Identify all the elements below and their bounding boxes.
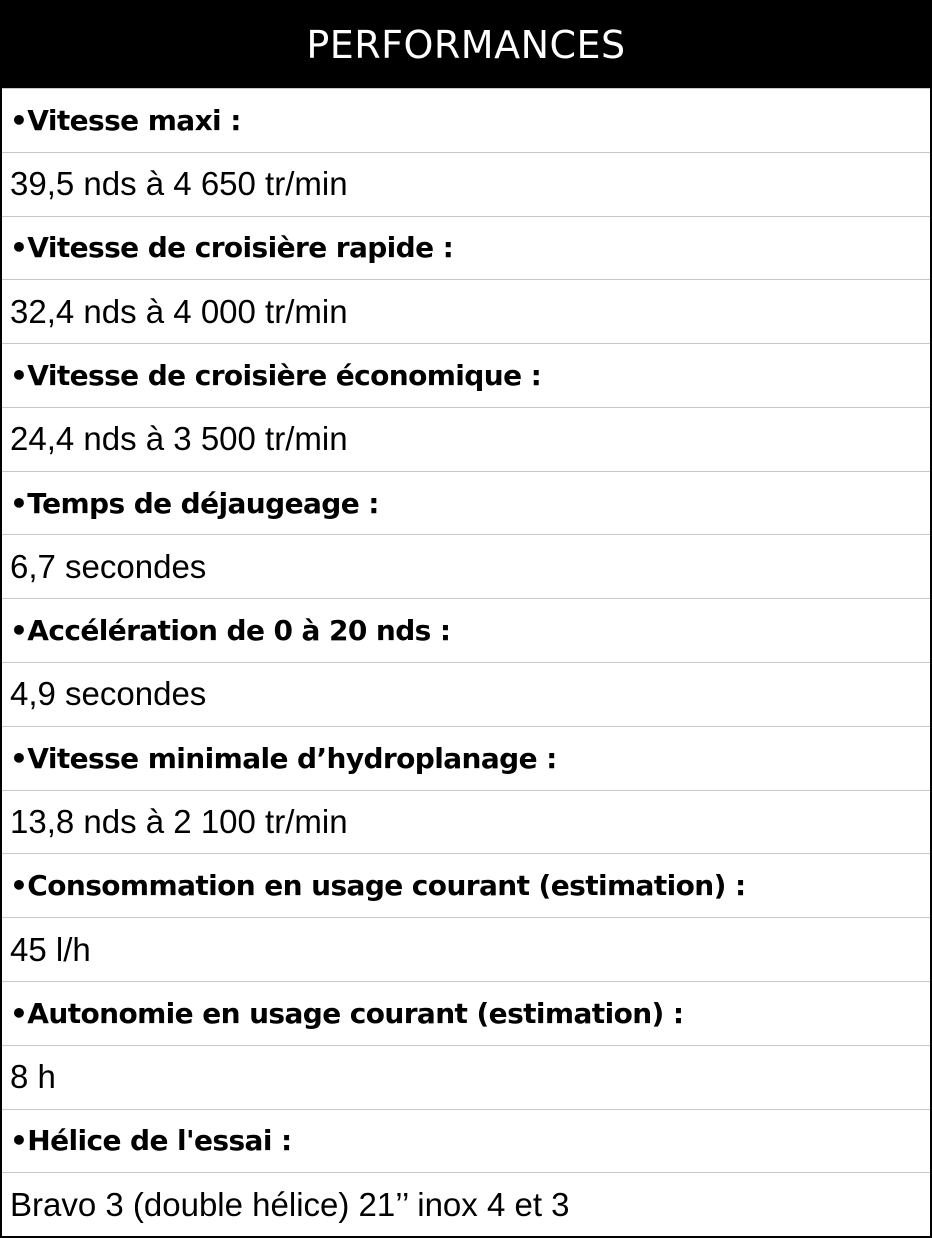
row-label-consumption: •Consommation en usage courant (estimation) : xyxy=(2,853,930,917)
row-label-acceleration: •Accélération de 0 à 20 nds : xyxy=(2,598,930,662)
row-value-range: 8 h xyxy=(2,1045,930,1109)
row-value-planing-time: 6,7 secondes xyxy=(2,534,930,598)
table-body xyxy=(2,88,930,1236)
row-value-consumption: 45 l/h xyxy=(2,917,930,981)
row-label-planing-time: •Temps de déjaugeage : xyxy=(2,471,930,535)
row-label-propeller: •Hélice de l'essai : xyxy=(2,1109,930,1173)
row-value-propeller: Bravo 3 (double hélice) 21’’ inox 4 et 3 xyxy=(2,1172,930,1236)
row-value-max-speed: 39,5 nds à 4 650 tr/min xyxy=(2,152,930,216)
row-value-fast-cruise: 32,4 nds à 4 000 tr/min xyxy=(2,279,930,343)
row-label-fast-cruise: •Vitesse de croisière rapide : xyxy=(2,216,930,280)
row-label-range: •Autonomie en usage courant (estimation) : xyxy=(2,981,930,1045)
row-label-max-speed: •Vitesse maxi : xyxy=(2,88,930,152)
table-title: PERFORMANCES xyxy=(2,2,930,88)
row-value-economy-cruise: 24,4 nds à 3 500 tr/min xyxy=(2,407,930,471)
row-label-min-planing-speed: •Vitesse minimale d’hydroplanage : xyxy=(2,726,930,790)
row-value-min-planing-speed: 13,8 nds à 2 100 tr/min xyxy=(2,790,930,854)
row-value-acceleration: 4,9 secondes xyxy=(2,662,930,726)
row-label-economy-cruise: •Vitesse de croisière économique : xyxy=(2,343,930,407)
